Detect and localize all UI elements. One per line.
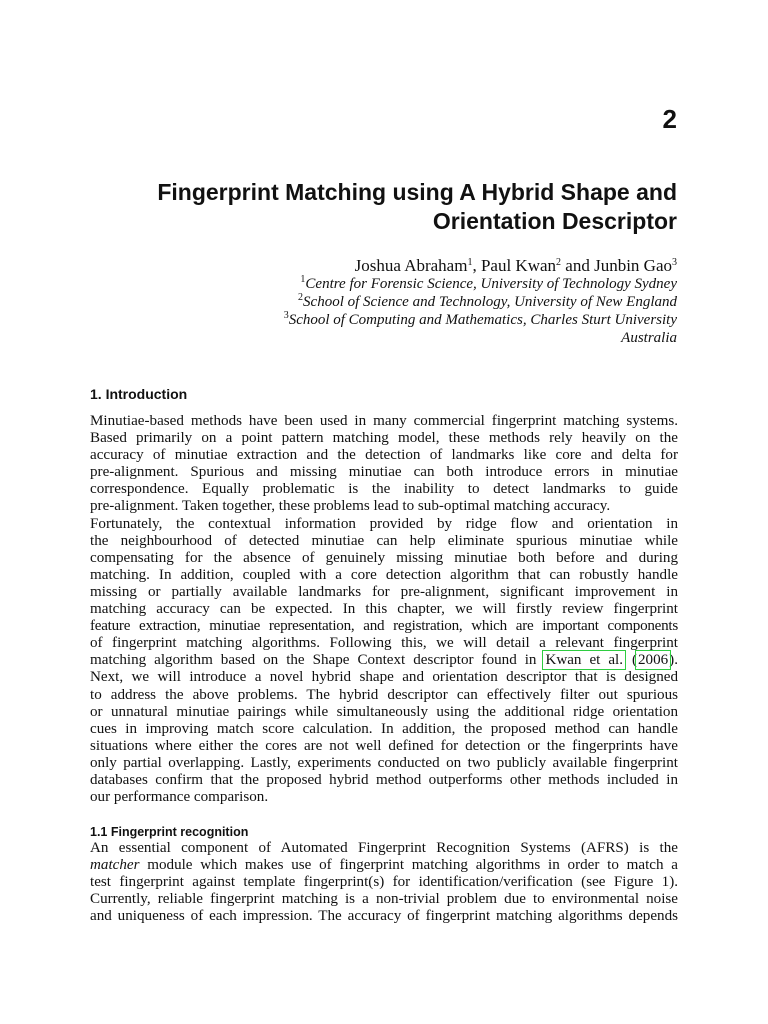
text-line: missing or partially available landmarks for pre-alignment, significant improvement in xyxy=(90,583,678,600)
text-line: or unnatural minutiae pairings while simultaneously using the additional ridge orientation xyxy=(90,703,678,720)
chapter-number: 2 xyxy=(662,104,677,134)
author-superscript: 3 xyxy=(672,257,677,268)
title-line-2: Orientation Descriptor xyxy=(432,208,677,234)
author-names xyxy=(117,256,677,275)
text-line: and uniqueness of each impression. The accuracy of fingerprint matching algorithms depends xyxy=(90,908,678,925)
author-name: Junbin Gao xyxy=(594,256,672,275)
citation-line xyxy=(90,652,678,669)
author-block xyxy=(117,256,677,347)
affiliation-2 xyxy=(117,293,677,311)
text-line: our performance comparison. xyxy=(90,789,269,806)
italic-term: matcher xyxy=(90,857,140,874)
text-line: to address the above problems. The hybrid descriptor can effectively filter out spurious xyxy=(90,686,678,703)
chapter-title xyxy=(77,178,677,236)
author-separator: and xyxy=(561,256,595,275)
text-line: An essential component of Automated Fingerprint Recognition Systems (AFRS) is the xyxy=(90,840,678,856)
text-line: pre-alignment. Taken together, these problems lead to sub-optimal matching accuracy. xyxy=(90,498,611,515)
affiliation-country: Australia xyxy=(621,330,677,346)
text-line: accuracy of minutiae extraction and the detection of landmarks like core and delta for xyxy=(90,447,678,464)
text-line xyxy=(90,857,678,874)
author-name: Paul Kwan xyxy=(480,256,557,275)
text-line: Next, we will introduce a novel hybrid shape and orientation descriptor that is designed xyxy=(90,669,678,686)
title-line-1: Fingerprint Matching using A Hybrid Shape and xyxy=(157,179,677,205)
recognition-paragraph xyxy=(90,840,678,925)
affiliation-3 xyxy=(117,311,677,329)
text-fragment: module which makes use of fingerprint matching algorithms in order to match a xyxy=(139,857,678,874)
author-name: Joshua Abraham xyxy=(354,256,468,275)
author-superscript: 1 xyxy=(467,257,473,268)
affiliation-text: School of Science and Technology, University of New England xyxy=(303,294,677,310)
text-line: pre-alignment. Spurious and missing minutiae can both introduce errors in minutiae xyxy=(90,464,678,481)
text-line: the neighbourhood of detected minutiae can help eliminate spurious minutiae while xyxy=(90,532,678,549)
text-line: test fingerprint against template fingerprint(s) for identification/verification (see Figure 1). xyxy=(90,874,678,891)
affiliation-number: 1 xyxy=(300,274,306,285)
citation-year-link[interactable]: 2006 xyxy=(637,652,669,669)
text-line: compensating for the absence of genuinely missing minutiae both before and during xyxy=(90,549,678,566)
affiliation-number: 3 xyxy=(283,310,289,321)
citation-author-link[interactable]: Kwan et al. xyxy=(545,652,623,669)
subsection-heading: 1.1 Fingerprint recognition xyxy=(90,825,249,839)
text-line: Fortunately, the contextual information provided by ridge flow and orientation in xyxy=(90,515,678,532)
text-line: matching accuracy can be expected. In this chapter, we will firstly review fingerprint xyxy=(90,601,678,618)
affiliation-text: Centre for Forensic Science, University of Technology Sydney xyxy=(305,276,677,292)
text-line: Currently, reliable fingerprint matching is a non-trivial problem due to environmental noise xyxy=(90,891,678,908)
section-heading: 1. Introduction xyxy=(90,386,188,402)
text-line: matching. In addition, coupled with a core detection algorithm that can robustly handle xyxy=(90,566,678,583)
text-line: databases confirm that the proposed hybrid method outperforms other methods included in xyxy=(90,771,678,788)
author-superscript: 2 xyxy=(556,257,562,268)
affiliation-1 xyxy=(117,275,677,293)
author-separator: , xyxy=(472,256,481,275)
text-line: feature extraction, minutiae representation, and registration, which are important components xyxy=(90,618,678,635)
text-line: Minutiae-based methods have been used in many commercial fingerprint matching systems. xyxy=(90,413,678,429)
text-line: only partial overlapping. Lastly, experiments conducted on two publicly available fingerprint xyxy=(90,754,678,771)
text-line: correspondence. Equally problematic is the inability to detect landmarks to guide xyxy=(90,481,678,498)
affiliation-text: School of Computing and Mathematics, Charles Sturt University xyxy=(288,312,677,328)
text-fragment: ( xyxy=(623,652,637,669)
intro-paragraph xyxy=(90,413,678,806)
text-line: Based primarily on a point pattern matching model, these methods rely heavily on the xyxy=(90,430,678,447)
affiliation-number: 2 xyxy=(298,292,304,303)
text-fragment: ). xyxy=(669,652,678,669)
text-line: situations where either the cores are not well defined for detection or the fingerprints have xyxy=(90,737,678,754)
text-line: cues in improving match score calculation. In addition, the proposed method can handle xyxy=(90,720,678,737)
text-line: of fingerprint matching algorithms. Following this, we will detail a relevant fingerprint xyxy=(90,635,678,652)
text-fragment: matching algorithm based on the Shape Context descriptor found in xyxy=(90,652,545,669)
